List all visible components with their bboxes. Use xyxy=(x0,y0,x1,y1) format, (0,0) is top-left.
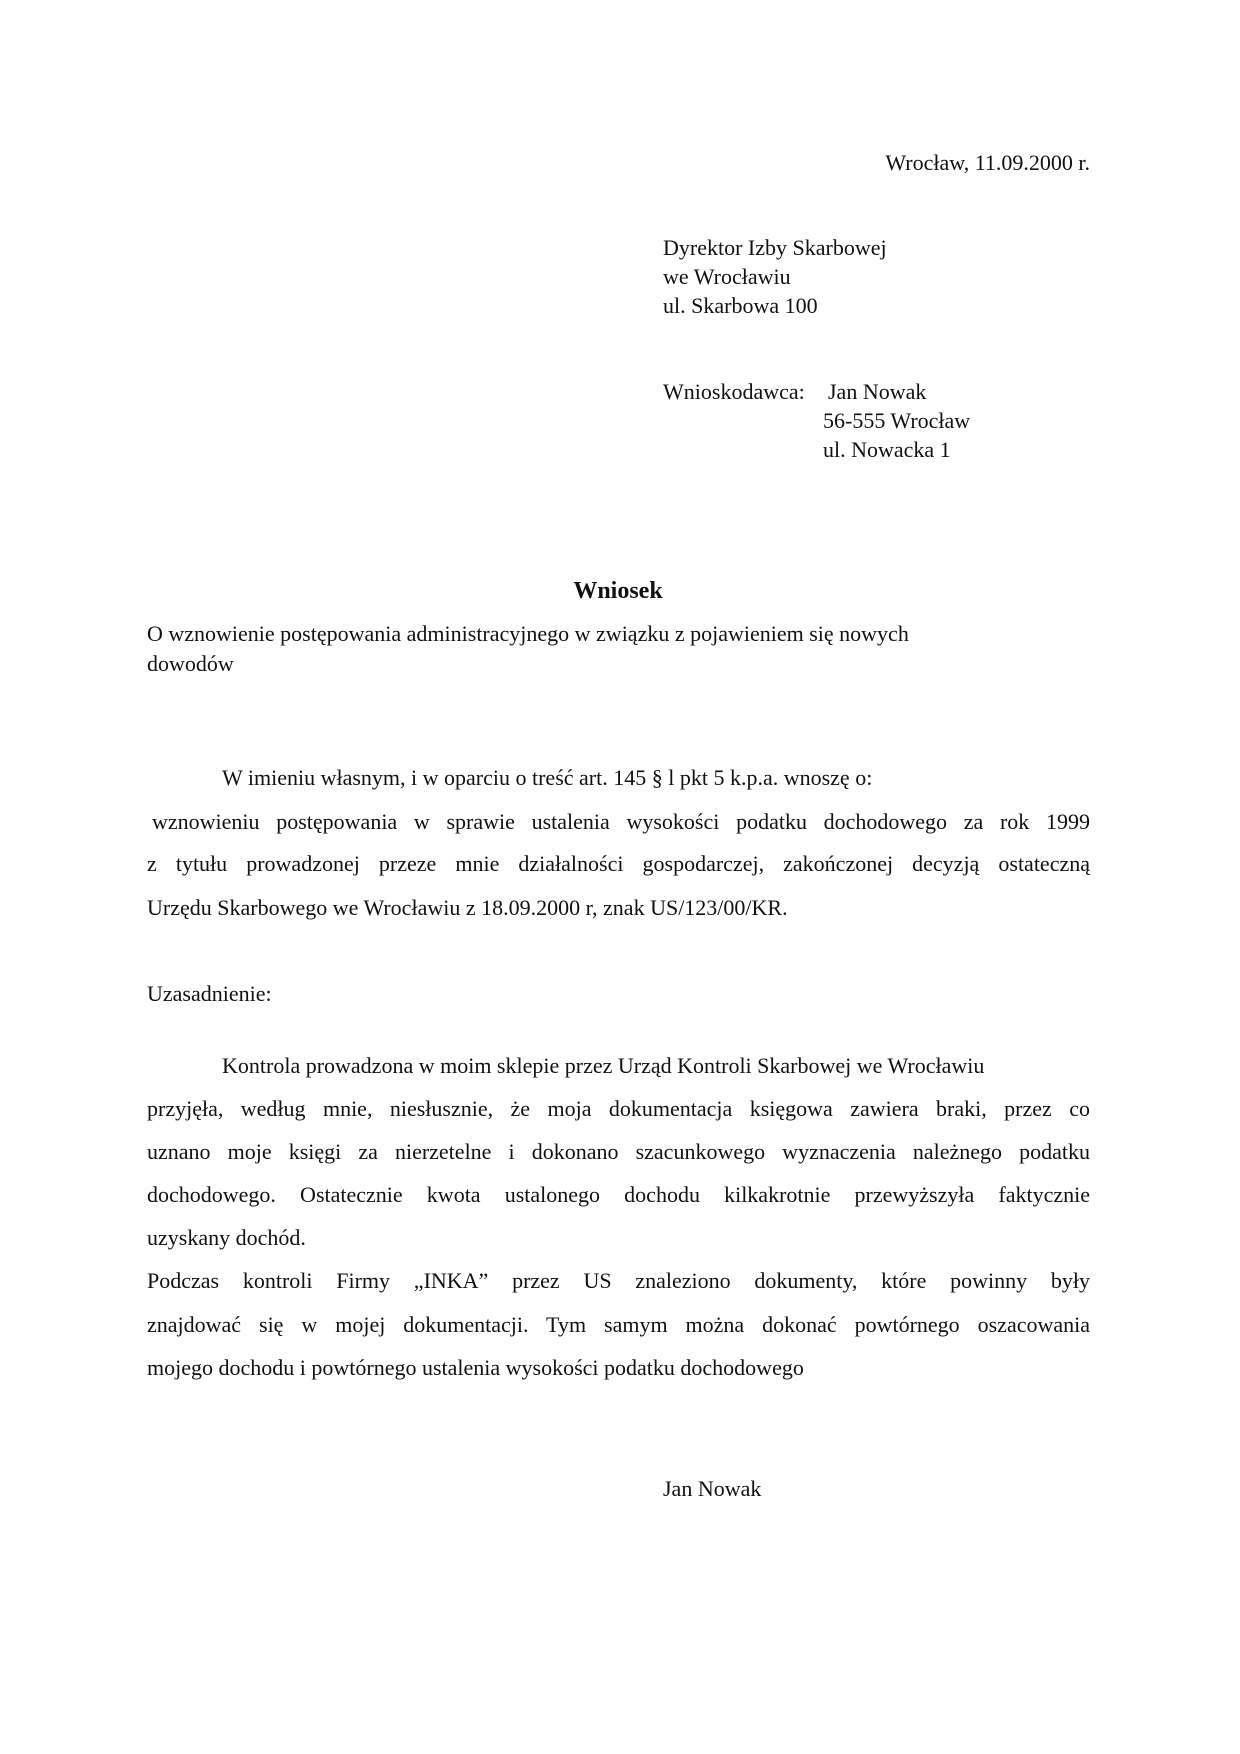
justification-text: dochodowego. Ostatecznie kwota ustalonego dochodu kilkakrotnie przewyższyła faktycznie xyxy=(147,1182,1090,1207)
justification-heading: Uzasadnienie: xyxy=(147,981,272,1006)
addressee-line-1: Dyrektor Izby Skarbowej xyxy=(663,235,887,260)
request-line-4: Urzędu Skarbowego we Wrocławiu z 18.09.2000 r, znak US/123/00/KR. xyxy=(147,895,788,920)
addressee-line-3: ul. Skarbowa 100 xyxy=(663,293,818,318)
justification-text: przyjęła, według mnie, niesłusznie, że moja dokumentacja księgowa zawiera braki, przez co xyxy=(147,1096,1090,1121)
justification-line-1: Kontrola prowadzona w moim sklepie przez Urząd Kontroli Skarbowej we Wrocławiu xyxy=(222,1053,985,1078)
applicant-name: Jan Nowak xyxy=(828,379,927,404)
request-line-1: W imieniu własnym, i w oparciu o treść art. 145 § l pkt 5 k.p.a. wnoszę o: xyxy=(222,765,873,790)
justification-line-3 xyxy=(147,1139,1090,1165)
applicant-city: 56-555 Wrocław xyxy=(823,408,971,433)
applicant-label: Wnioskodawca: xyxy=(663,379,805,404)
justification-line-5: uzyskany dochód. xyxy=(147,1225,306,1250)
justification-text: Podczas kontroli Firmy „INKA” przez US znaleziono dokumenty, które powinny były xyxy=(147,1268,1090,1293)
justification-line-2 xyxy=(147,1096,1090,1122)
justification-line-8: mojego dochodu i powtórnego ustalenia wysokości podatku dochodowego xyxy=(147,1355,804,1380)
justification-line-7 xyxy=(147,1312,1090,1338)
subtitle-line-1: O wznowienie postępowania administracyjnego w związku z pojawieniem się nowych xyxy=(147,621,909,646)
request-line-2 xyxy=(152,809,1090,835)
justification-text: znajdować się w mojej dokumentacji. Tym samym można dokonać powtórnego oszacowania xyxy=(147,1312,1090,1337)
request-text: z tytułu prowadzonej przeze mnie działalności gospodarczej, zakończonej decyzją ostateczną xyxy=(147,851,1090,876)
subtitle-line-2: dowodów xyxy=(147,651,234,676)
addressee-line-2: we Wrocławiu xyxy=(663,264,791,289)
request-line-3 xyxy=(147,851,1090,877)
justification-text: uznano moje księgi za nierzetelne i dokonano szacunkowego wyznaczenia należnego podatku xyxy=(147,1139,1090,1164)
justification-line-4 xyxy=(147,1182,1090,1208)
justification-line-6 xyxy=(147,1268,1090,1294)
applicant-street: ul. Nowacka 1 xyxy=(823,437,951,462)
document-title: Wniosek xyxy=(573,578,663,604)
request-text: wznowieniu postępowania w sprawie ustalenia wysokości podatku dochodowego za rok 1999 xyxy=(152,809,1090,834)
place-date: Wrocław, 11.09.2000 r. xyxy=(885,150,1090,175)
signature: Jan Nowak xyxy=(663,1476,762,1501)
